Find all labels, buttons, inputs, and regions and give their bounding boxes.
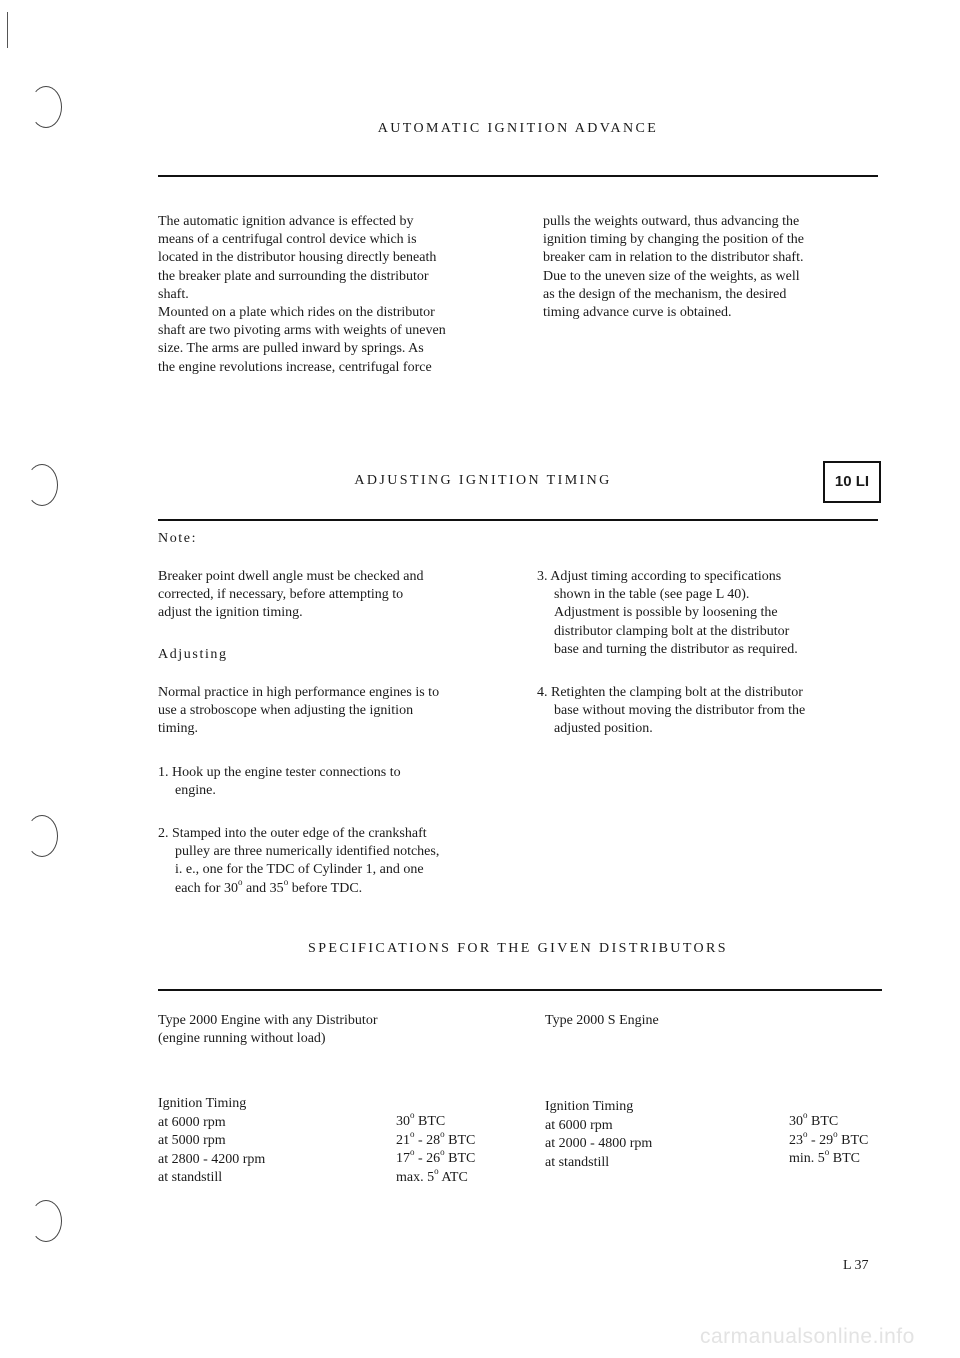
- text-fragment: each for 30: [175, 880, 238, 896]
- text-line: the breaker plate and surrounding the distributor: [158, 268, 429, 284]
- text-line: Adjustment is possible by loosening the: [554, 605, 778, 621]
- text-line: base and turning the distributor as required.: [554, 641, 798, 657]
- text-fragment: ATC: [438, 1169, 468, 1185]
- degree-mark: o: [410, 1147, 415, 1157]
- spec-value: [789, 1147, 909, 1169]
- text-fragment: - 28: [414, 1132, 441, 1148]
- punch-hole-4: [30, 1200, 62, 1242]
- punch-hole-2: [26, 464, 58, 506]
- text-fragment: 30: [789, 1114, 803, 1129]
- text-line: adjusted position.: [554, 721, 653, 737]
- section-rule-specs: [158, 989, 882, 991]
- adjusting-subheading: Adjusting: [158, 647, 228, 662]
- step-1: [158, 764, 528, 800]
- text-fragment: min. 5: [789, 1151, 825, 1166]
- text-line: located in the distributor housing directly beneath: [158, 250, 437, 266]
- text-line: 3. Adjust timing according to specifications: [537, 569, 782, 584]
- spec-value: [396, 1165, 526, 1188]
- spec-label: at 6000 rpm: [158, 1114, 226, 1130]
- page-number: L 37: [843, 1258, 869, 1273]
- text-line: The automatic ignition advance is effected by: [158, 214, 414, 229]
- spec-value: [396, 1147, 526, 1169]
- specs-right-labels: [545, 1098, 755, 1172]
- degree-mark: o: [237, 876, 243, 887]
- degree-mark: o: [434, 1165, 439, 1176]
- spec-value: [396, 1128, 526, 1151]
- specs-left-values: [396, 1110, 526, 1187]
- text-line: i. e., one for the TDC of Cylinder 1, and one: [175, 862, 424, 878]
- text-line: Normal practice in high performance engines is to: [158, 685, 440, 700]
- degree-mark: o: [410, 1128, 415, 1139]
- text-line: breaker cam in relation to the distributor shaft.: [543, 250, 804, 266]
- text-line: pulls the weights outward, thus advancing the: [543, 214, 800, 229]
- text-line: 2. Stamped into the outer edge of the crankshaft: [158, 826, 427, 841]
- spec-label: at standstill: [158, 1170, 223, 1185]
- text-fragment: BTC: [414, 1114, 446, 1129]
- section-badge: 10 LI: [823, 461, 881, 503]
- text-line: Type 2000 Engine with any Distributor: [158, 1013, 378, 1028]
- text-line: engine.: [175, 783, 216, 799]
- text-fragment: 21: [396, 1132, 410, 1148]
- spec-label: at 6000 rpm: [545, 1117, 613, 1133]
- spec-value: [789, 1128, 909, 1151]
- punch-hole-3: [26, 815, 58, 857]
- text-line: as the design of the mechanism, the desired: [543, 286, 787, 302]
- text-fragment: and 35: [242, 880, 284, 896]
- text-line: timing.: [158, 721, 199, 737]
- text-fragment: BTC: [829, 1151, 861, 1166]
- text-fragment: before TDC.: [288, 880, 363, 896]
- degree-mark: o: [440, 1147, 445, 1157]
- text-line: means of a centrifugal control device which is: [158, 232, 417, 248]
- note-label: Note:: [158, 531, 198, 546]
- scan-edge-mark: [7, 12, 8, 48]
- text-fragment: BTC: [807, 1114, 839, 1129]
- specs-right-header: Type 2000 S Engine: [545, 1013, 659, 1028]
- text-line: adjust the ignition timing.: [158, 605, 303, 621]
- degree-mark: o: [833, 1128, 838, 1139]
- punch-hole-1: [30, 86, 62, 128]
- advance-text-right: [543, 213, 903, 322]
- degree-mark: o: [803, 1128, 808, 1139]
- text-line: size. The arms are pulled inward by springs. As: [158, 341, 424, 357]
- text-line: the engine revolutions increase, centrifugal force: [158, 359, 432, 375]
- text-fragment: BTC: [444, 1132, 476, 1148]
- degree-mark: o: [440, 1128, 445, 1139]
- spec-label: at 2800 - 4200 rpm: [158, 1151, 266, 1167]
- text-line: 4. Retighten the clamping bolt at the distributor: [537, 685, 803, 700]
- adjusting-intro: [158, 684, 528, 739]
- note-text: [158, 568, 528, 623]
- specs-left-header: [158, 1012, 498, 1048]
- section-title-specs: SPECIFICATIONS FOR THE GIVEN DISTRIBUTORS: [308, 941, 728, 956]
- text-fragment: 23: [789, 1132, 803, 1148]
- section-title-advance: AUTOMATIC IGNITION ADVANCE: [377, 121, 659, 136]
- spec-label: Ignition Timing: [545, 1099, 634, 1114]
- spec-value: [396, 1110, 526, 1132]
- watermark: carmanualsonline.info: [700, 1325, 915, 1348]
- text-line: Mounted on a plate which rides on the distributor: [158, 305, 435, 321]
- degree-mark: o: [824, 1147, 830, 1157]
- specs-right-values: [789, 1110, 909, 1169]
- text-line: (engine running without load): [158, 1031, 326, 1047]
- text-line: Breaker point dwell angle must be checked and: [158, 569, 424, 584]
- text-line: 1. Hook up the engine tester connections to: [158, 765, 401, 780]
- text-line: shaft are two pivoting arms with weights of uneven: [158, 323, 446, 339]
- spec-label: at standstill: [545, 1154, 610, 1170]
- text-fragment: - 26: [414, 1151, 441, 1166]
- section-rule-advance: [158, 175, 878, 177]
- text-line: ignition timing by changing the position of the: [543, 232, 804, 248]
- degree-mark: o: [803, 1110, 808, 1120]
- section-rule-adjusting: [158, 519, 878, 521]
- text-line: shaft.: [158, 286, 189, 302]
- section-title-adjusting: ADJUSTING IGNITION TIMING: [354, 473, 612, 488]
- text-line: use a stroboscope when adjusting the ignition: [158, 703, 414, 719]
- degree-mark: o: [283, 876, 289, 887]
- spec-label: at 2000 - 4800 rpm: [545, 1136, 653, 1151]
- text-fragment: 30: [396, 1114, 410, 1129]
- step-2: [158, 825, 528, 898]
- text-line: timing advance curve is obtained.: [543, 305, 732, 321]
- text-line: pulley are three numerically identified notches,: [175, 844, 440, 860]
- advance-text-left: [158, 213, 528, 377]
- step-3: [537, 568, 907, 659]
- specs-left-labels: [158, 1095, 378, 1188]
- text-line: distributor clamping bolt at the distributor: [554, 623, 790, 639]
- text-line: Due to the uneven size of the weights, as well: [543, 268, 800, 284]
- text-line: corrected, if necessary, before attempting to: [158, 587, 404, 603]
- spec-label: Ignition Timing: [158, 1096, 247, 1111]
- spec-label: at 5000 rpm: [158, 1133, 226, 1148]
- text-fragment: BTC: [837, 1132, 869, 1148]
- text-line: shown in the table (see page L 40).: [554, 587, 750, 603]
- text-fragment: 17: [396, 1151, 410, 1166]
- text-fragment: - 29: [807, 1132, 834, 1148]
- text-line: base without moving the distributor from the: [554, 703, 806, 719]
- degree-mark: o: [410, 1110, 415, 1120]
- step-4: [537, 684, 907, 739]
- text-fragment: BTC: [444, 1151, 476, 1166]
- text-fragment: max. 5: [396, 1169, 435, 1185]
- text-line: [158, 876, 528, 898]
